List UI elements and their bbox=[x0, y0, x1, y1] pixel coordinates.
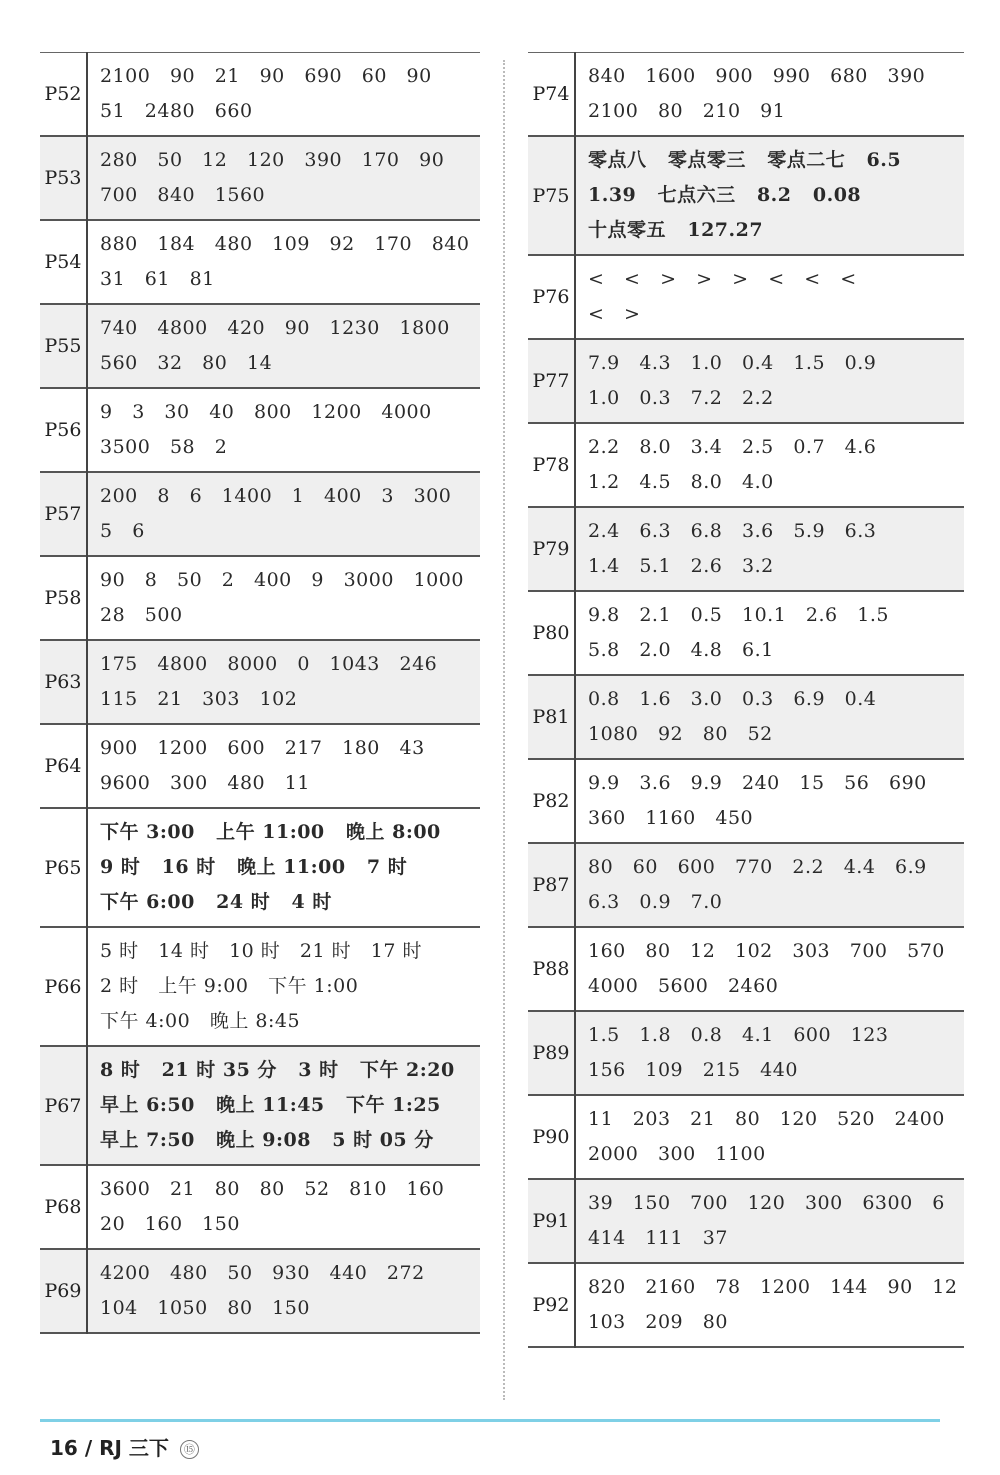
answer-row bbox=[528, 927, 964, 1011]
answer-cell bbox=[87, 556, 480, 640]
answer-cell bbox=[87, 1249, 480, 1333]
answer-row bbox=[528, 591, 964, 675]
answer-line: 0.8 1.6 3.0 0.3 6.9 0.4 bbox=[588, 688, 877, 710]
answer-line: 160 80 12 102 303 700 570 bbox=[588, 940, 945, 962]
answer-cell bbox=[575, 1011, 964, 1095]
edition-badge-icon: ⑮ bbox=[180, 1440, 199, 1459]
answer-line: 下午 3:00 上午 11:00 晚上 8:00 bbox=[100, 821, 441, 843]
left-answer-table bbox=[40, 52, 480, 1334]
answer-line: 下午 6:00 24 时 4 时 bbox=[100, 891, 332, 913]
answer-line: 280 50 12 120 390 170 90 bbox=[100, 149, 445, 171]
left-answer-column bbox=[40, 52, 480, 1334]
answer-row bbox=[40, 304, 480, 388]
answer-cell bbox=[575, 339, 964, 423]
answer-row bbox=[528, 1179, 964, 1263]
page-label: P66 bbox=[40, 927, 87, 1046]
answer-line: 39 150 700 120 300 6300 6 bbox=[588, 1192, 945, 1214]
column-separator bbox=[503, 60, 505, 1400]
page-label: P76 bbox=[528, 255, 575, 339]
answer-cell bbox=[575, 423, 964, 507]
answer-line: 156 109 215 440 bbox=[588, 1059, 798, 1081]
answer-cell bbox=[575, 1095, 964, 1179]
page-label: P54 bbox=[40, 220, 87, 304]
answer-line: 1080 92 80 52 bbox=[588, 723, 773, 745]
page-label: P79 bbox=[528, 507, 575, 591]
page-label: P53 bbox=[40, 136, 87, 220]
page-label: P90 bbox=[528, 1095, 575, 1179]
page-label: P55 bbox=[40, 304, 87, 388]
answer-line: 5 6 bbox=[100, 520, 145, 542]
page-label: P77 bbox=[528, 339, 575, 423]
footer-rule bbox=[40, 1419, 940, 1422]
page-label: P89 bbox=[528, 1011, 575, 1095]
answer-cell bbox=[575, 927, 964, 1011]
answer-line: 9600 300 480 11 bbox=[100, 772, 310, 794]
answer-line: < > bbox=[588, 303, 641, 325]
answer-cell bbox=[87, 640, 480, 724]
answer-cell bbox=[87, 808, 480, 927]
page-label: P88 bbox=[528, 927, 575, 1011]
page-label: P82 bbox=[528, 759, 575, 843]
answer-line: 880 184 480 109 92 170 840 bbox=[100, 233, 470, 255]
answer-row bbox=[40, 556, 480, 640]
answer-cell bbox=[87, 136, 480, 220]
answer-line: 8 时 21 时 35 分 3 时 下午 2:20 bbox=[100, 1059, 455, 1081]
answer-line: 9.8 2.1 0.5 10.1 2.6 1.5 bbox=[588, 604, 889, 626]
answer-row bbox=[528, 255, 964, 339]
answer-cell bbox=[87, 388, 480, 472]
answer-line: 1.5 1.8 0.8 4.1 600 123 bbox=[588, 1024, 889, 1046]
answer-line: 下午 4:00 晚上 8:45 bbox=[100, 1010, 301, 1032]
answer-cell bbox=[87, 53, 480, 137]
answer-row bbox=[40, 220, 480, 304]
answer-row bbox=[40, 472, 480, 556]
answer-row bbox=[40, 388, 480, 472]
answer-row bbox=[528, 675, 964, 759]
answer-line: 90 8 50 2 400 9 3000 1000 bbox=[100, 569, 464, 591]
page-label: P68 bbox=[40, 1165, 87, 1249]
right-answer-table bbox=[528, 52, 964, 1348]
answer-line: 200 8 6 1400 1 400 3 300 bbox=[100, 485, 452, 507]
right-answer-column bbox=[528, 52, 964, 1348]
page-label: P78 bbox=[528, 423, 575, 507]
answer-row bbox=[40, 1046, 480, 1165]
answer-row bbox=[40, 927, 480, 1046]
answer-line: 早上 6:50 晚上 11:45 下午 1:25 bbox=[100, 1094, 441, 1116]
answer-row bbox=[528, 136, 964, 255]
page-label: P69 bbox=[40, 1249, 87, 1333]
answer-cell bbox=[87, 1046, 480, 1165]
answer-cell bbox=[87, 220, 480, 304]
answer-row bbox=[528, 1263, 964, 1347]
answer-row bbox=[528, 423, 964, 507]
answer-line: 9 3 30 40 800 1200 4000 bbox=[100, 401, 432, 423]
answer-line: 1.2 4.5 8.0 4.0 bbox=[588, 471, 774, 493]
answer-cell bbox=[87, 927, 480, 1046]
page-label: P92 bbox=[528, 1263, 575, 1347]
answer-line: 早上 7:50 晚上 9:08 5 时 05 分 bbox=[100, 1129, 434, 1151]
answer-line: 840 1600 900 990 680 390 bbox=[588, 65, 926, 87]
page-label: P56 bbox=[40, 388, 87, 472]
answer-cell bbox=[87, 472, 480, 556]
page-label: P75 bbox=[528, 136, 575, 255]
answer-line: 560 32 80 14 bbox=[100, 352, 273, 374]
footer-slash: / bbox=[84, 1436, 93, 1460]
answer-line: 十点零五 127.27 bbox=[588, 219, 764, 241]
answer-cell bbox=[87, 304, 480, 388]
answer-row bbox=[528, 759, 964, 843]
answer-line: 6.3 0.9 7.0 bbox=[588, 891, 723, 913]
answer-line: 7.9 4.3 1.0 0.4 1.5 0.9 bbox=[588, 352, 877, 374]
answer-cell bbox=[575, 1263, 964, 1347]
answer-line: 11 203 21 80 120 520 2400 bbox=[588, 1108, 945, 1130]
answer-line: 104 1050 80 150 bbox=[100, 1297, 310, 1319]
answer-row bbox=[528, 53, 964, 137]
answer-line: 3600 21 80 80 52 810 160 bbox=[100, 1178, 445, 1200]
answer-line: 1.39 七点六三 8.2 0.08 bbox=[588, 184, 862, 206]
answer-line: 1.4 5.1 2.6 3.2 bbox=[588, 555, 774, 577]
answer-line: 9 时 16 时 晚上 11:00 7 时 bbox=[100, 856, 408, 878]
answer-cell bbox=[575, 507, 964, 591]
page-label: P65 bbox=[40, 808, 87, 927]
answer-line: 5.8 2.0 4.8 6.1 bbox=[588, 639, 774, 661]
answer-cell bbox=[575, 759, 964, 843]
answer-line: 5 时 14 时 10 时 21 时 17 时 bbox=[100, 940, 422, 962]
answer-cell bbox=[575, 136, 964, 255]
answer-line: 820 2160 78 1200 144 90 12 bbox=[588, 1276, 958, 1298]
answer-line: < < > > > < < < bbox=[588, 268, 857, 290]
edition-label: RJ 三下 bbox=[99, 1436, 169, 1460]
answer-row bbox=[40, 1249, 480, 1333]
answer-line: 零点八 零点零三 零点二七 6.5 bbox=[588, 149, 902, 171]
page-label: P63 bbox=[40, 640, 87, 724]
answer-cell bbox=[87, 1165, 480, 1249]
answer-line: 103 209 80 bbox=[588, 1311, 728, 1333]
page-footer bbox=[50, 1432, 199, 1461]
page-label: P81 bbox=[528, 675, 575, 759]
answer-line: 2000 300 1100 bbox=[588, 1143, 766, 1165]
answer-row bbox=[528, 507, 964, 591]
answer-row bbox=[40, 1165, 480, 1249]
answer-line: 1.0 0.3 7.2 2.2 bbox=[588, 387, 774, 409]
answer-row bbox=[528, 843, 964, 927]
answer-line: 2100 80 210 91 bbox=[588, 100, 786, 122]
answer-line: 9.9 3.6 9.9 240 15 56 690 bbox=[588, 772, 927, 794]
answer-line: 20 160 150 bbox=[100, 1213, 240, 1235]
page-label: P91 bbox=[528, 1179, 575, 1263]
answer-cell bbox=[87, 724, 480, 808]
answer-line: 360 1160 450 bbox=[588, 807, 754, 829]
answer-line: 31 61 81 bbox=[100, 268, 215, 290]
answer-line: 115 21 303 102 bbox=[100, 688, 298, 710]
answer-row bbox=[40, 53, 480, 137]
answer-line: 900 1200 600 217 180 43 bbox=[100, 737, 425, 759]
answer-cell bbox=[575, 675, 964, 759]
answer-line: 175 4800 8000 0 1043 246 bbox=[100, 653, 438, 675]
page-label: P52 bbox=[40, 53, 87, 137]
page-number: 16 bbox=[50, 1436, 78, 1460]
answer-line: 4000 5600 2460 bbox=[588, 975, 779, 997]
page-label: P74 bbox=[528, 53, 575, 137]
answer-line: 3500 58 2 bbox=[100, 436, 228, 458]
answer-line: 2.4 6.3 6.8 3.6 5.9 6.3 bbox=[588, 520, 877, 542]
page-label: P80 bbox=[528, 591, 575, 675]
page-label: P87 bbox=[528, 843, 575, 927]
answer-line: 700 840 1560 bbox=[100, 184, 266, 206]
answer-row bbox=[528, 1011, 964, 1095]
answer-row bbox=[40, 136, 480, 220]
page-label: P57 bbox=[40, 472, 87, 556]
answer-line: 80 60 600 770 2.2 4.4 6.9 bbox=[588, 856, 927, 878]
answer-row bbox=[40, 724, 480, 808]
answer-line: 2100 90 21 90 690 60 90 bbox=[100, 65, 432, 87]
answer-line: 2 时 上午 9:00 下午 1:00 bbox=[100, 975, 359, 997]
answer-row bbox=[528, 339, 964, 423]
answer-line: 51 2480 660 bbox=[100, 100, 253, 122]
page-label: P64 bbox=[40, 724, 87, 808]
answer-row bbox=[40, 640, 480, 724]
answer-cell bbox=[575, 843, 964, 927]
answer-line: 740 4800 420 90 1230 1800 bbox=[100, 317, 450, 339]
answer-line: 28 500 bbox=[100, 604, 183, 626]
answer-cell bbox=[575, 1179, 964, 1263]
page-label: P67 bbox=[40, 1046, 87, 1165]
answer-row bbox=[40, 808, 480, 927]
answer-row bbox=[528, 1095, 964, 1179]
page-label: P58 bbox=[40, 556, 87, 640]
answer-line: 2.2 8.0 3.4 2.5 0.7 4.6 bbox=[588, 436, 877, 458]
answer-cell bbox=[575, 53, 964, 137]
answer-cell bbox=[575, 255, 964, 339]
answer-line: 4200 480 50 930 440 272 bbox=[100, 1262, 425, 1284]
answer-cell bbox=[575, 591, 964, 675]
answer-line: 414 111 37 bbox=[588, 1227, 728, 1249]
